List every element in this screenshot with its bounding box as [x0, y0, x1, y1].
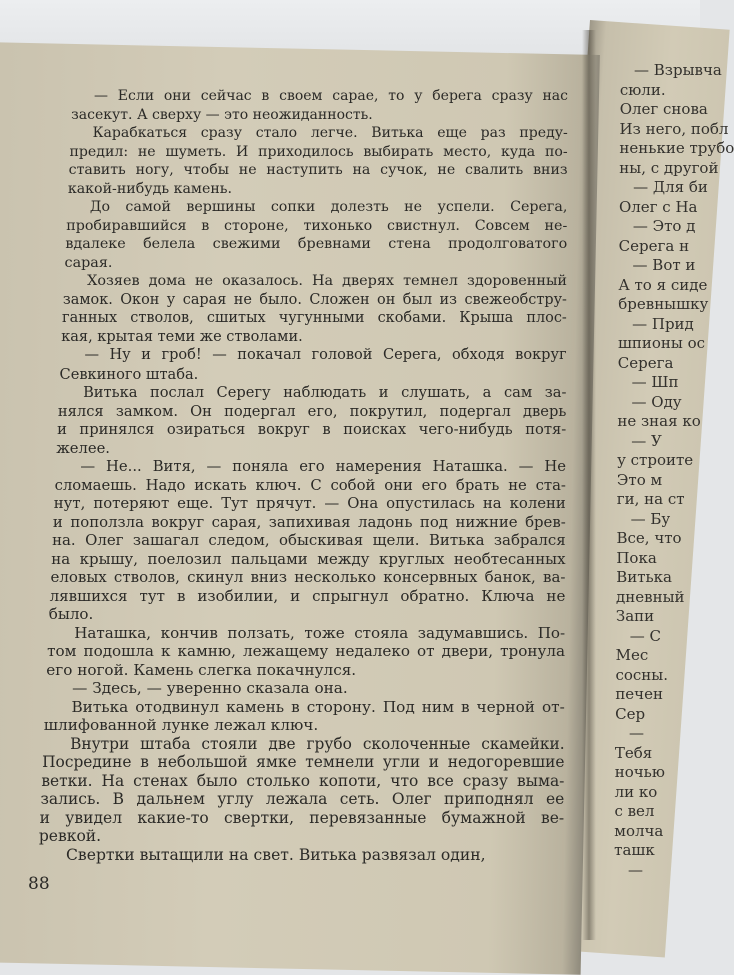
right-page-line: — Взрывча: [634, 61, 722, 79]
right-page-line: Тебя: [614, 743, 653, 762]
text-line: ганных стволов, сшитых чугунными скобами. Крыша плос-: [62, 310, 567, 326]
text-line: и поползла вокруг сарая, запихивая ладонь под нижние брев-: [52, 512, 566, 531]
text-line: предил: не шуметь. И приходилось выбирать место, куда по-: [69, 143, 568, 160]
text-line: ревкой.: [38, 827, 102, 845]
right-page-line: молча: [614, 821, 664, 840]
text-line: Хозяев дома не оказалось. На дверях темнел здоровенный: [87, 273, 567, 289]
right-page-line: — Бу: [630, 509, 671, 528]
right-page-line: шпионы ос: [617, 334, 706, 352]
right-page-line: не зная ко: [617, 412, 701, 430]
text-line: его ногой. Камень слегка покачнулся.: [46, 660, 357, 679]
right-page-line: —: [628, 860, 643, 879]
text-line: том подошла к камню, лежащему недалеко от двери, тронула: [47, 642, 566, 660]
text-line: Свертки вытащили на свет. Витька развязал один,: [66, 845, 486, 864]
text-line: Витька отодвинул камень в сторону. Под ним в черной от-: [71, 697, 565, 716]
text-line: вдалеке белела свежими бревнами стена продолговатого: [65, 236, 568, 252]
right-page-line: Олег снова: [619, 100, 708, 118]
right-page-line: сюли.: [619, 80, 666, 99]
text-line: какой-нибудь камень.: [67, 180, 233, 197]
text-line: на. Олег зашагал следом, обыскивая щели. Витька забрался: [52, 531, 566, 549]
text-line: Севкиного штаба.: [59, 365, 199, 383]
text-line: шлифованной лунке лежал ключ.: [43, 716, 319, 734]
right-page-line: Серега: [617, 353, 674, 372]
right-page-line: Мес: [615, 646, 649, 664]
text-line: засекут. А сверху — это неожиданность.: [71, 106, 373, 123]
right-page-line: — У: [631, 431, 662, 450]
right-page-line: ташк: [614, 841, 655, 859]
right-page-line: у строите: [617, 451, 694, 469]
right-page-line: печен: [615, 685, 663, 703]
right-page-line: с вел: [614, 802, 655, 820]
text-line: было.: [48, 605, 94, 623]
right-page-line: ги, на ст: [616, 490, 685, 508]
right-page-line: Сер: [615, 704, 646, 723]
right-page-line: — Вот и: [632, 256, 696, 274]
right-page-line: дневный: [616, 587, 685, 606]
text-line: кая, крытая теми же стволами.: [61, 328, 303, 345]
text-line: нялся замком. Он подергал его, покрутил, подергал дверь: [57, 402, 567, 420]
text-line: замок. Окон у сарая не было. Сложен он был из свежеобстру-: [62, 291, 567, 308]
text-line: еловых стволов, скинул вниз несколько консервных банок, ва-: [50, 568, 566, 586]
text-line: и принялся озираться вокруг в поисках чего-нибудь потя-: [57, 421, 567, 438]
right-page-text: [600, 0, 734, 930]
right-page-line: ны, с другой: [619, 158, 719, 177]
right-page-line: Запи: [615, 607, 655, 625]
text-line: нут, потеряют еще. Тут прячут. — Она опустилась на колени: [53, 494, 566, 512]
right-page-line: —: [629, 724, 645, 742]
right-page-line: — Для би: [633, 178, 708, 196]
text-line: До самой вершины сопки долезть не успели. Серега,: [89, 199, 568, 215]
text-line: — Если они сейчас в своем сарае, то у берега сразу нас: [94, 88, 568, 104]
right-page-line: Серега н: [618, 236, 690, 255]
text-line: Витька послал Серегу наблюдать и слушать, а сам за-: [83, 384, 567, 401]
text-line: — Здесь, — уверенно сказала она.: [72, 679, 348, 697]
right-page-line: Из него, побл: [619, 119, 729, 138]
page-number: 88: [28, 874, 50, 894]
text-line: пробиравшийся в стороне, тихонько свистнул. Совсем не-: [66, 217, 568, 234]
right-page-line: ночью: [614, 763, 665, 781]
text-line: ставить ногу, чтобы не наступить на сучок, не свалить вниз: [68, 162, 568, 178]
text-line: сарая.: [64, 254, 113, 271]
text-line: зались. В дальнем углу лежала сеть. Олег приподнял ее: [40, 790, 565, 808]
text-line: Наташка, кончив ползать, тоже стояла задумавшись. По-: [74, 623, 566, 642]
right-page-line: — Шп: [631, 373, 679, 391]
right-page-line: — С: [629, 626, 661, 645]
text-line: желее.: [56, 439, 110, 457]
right-page-line: ненькие трубо: [619, 139, 734, 157]
right-page-line: — Это д: [632, 217, 696, 235]
right-page-line: А то я сиде: [618, 275, 708, 294]
right-page-line: Олег с На: [618, 197, 698, 216]
right-page-line: Это м: [616, 470, 663, 489]
text-line: лявшихся тут в изобилии, и спрыгнул обратно. Ключа не: [49, 586, 566, 605]
text-line: — Не... Витя, — поняла его намерения Наташка. — Не: [80, 458, 567, 475]
text-line: на крышу, поелозил пальцами между круглых необтесанных: [51, 549, 566, 568]
text-line: ветки. На стенах было столько копоти, что все сразу выма-: [41, 771, 565, 790]
right-page-line: Витька: [616, 568, 672, 586]
right-page-line: ли ко: [614, 782, 658, 801]
book-gutter: [582, 30, 596, 940]
right-page-line: Все, что: [616, 529, 682, 547]
right-page-line: бревнышку: [618, 295, 709, 313]
right-page-line: Пока: [616, 548, 657, 567]
text-line: Внутри штаба стояли две грубо сколоченные скамейки.: [70, 734, 565, 753]
text-line: — Ну и гроб! — покачал головой Серега, обходя вокруг: [84, 347, 567, 363]
text-line: и увидел какие-то свертки, перевязанные бумажной ве-: [39, 808, 565, 827]
right-page-line: сосны.: [615, 665, 668, 684]
text-line: сломаешь. Надо искать ключ. С собой они его брать не ста-: [54, 476, 566, 494]
right-page-line: — Оду: [631, 392, 682, 411]
text-line: Карабкаться сразу стало легче. Витька еще раз преду-: [92, 125, 568, 141]
text-line: Посредине в небольшой ямке темнели угли и недогоревшие: [42, 753, 565, 771]
right-page-line: — Прид: [632, 314, 694, 333]
